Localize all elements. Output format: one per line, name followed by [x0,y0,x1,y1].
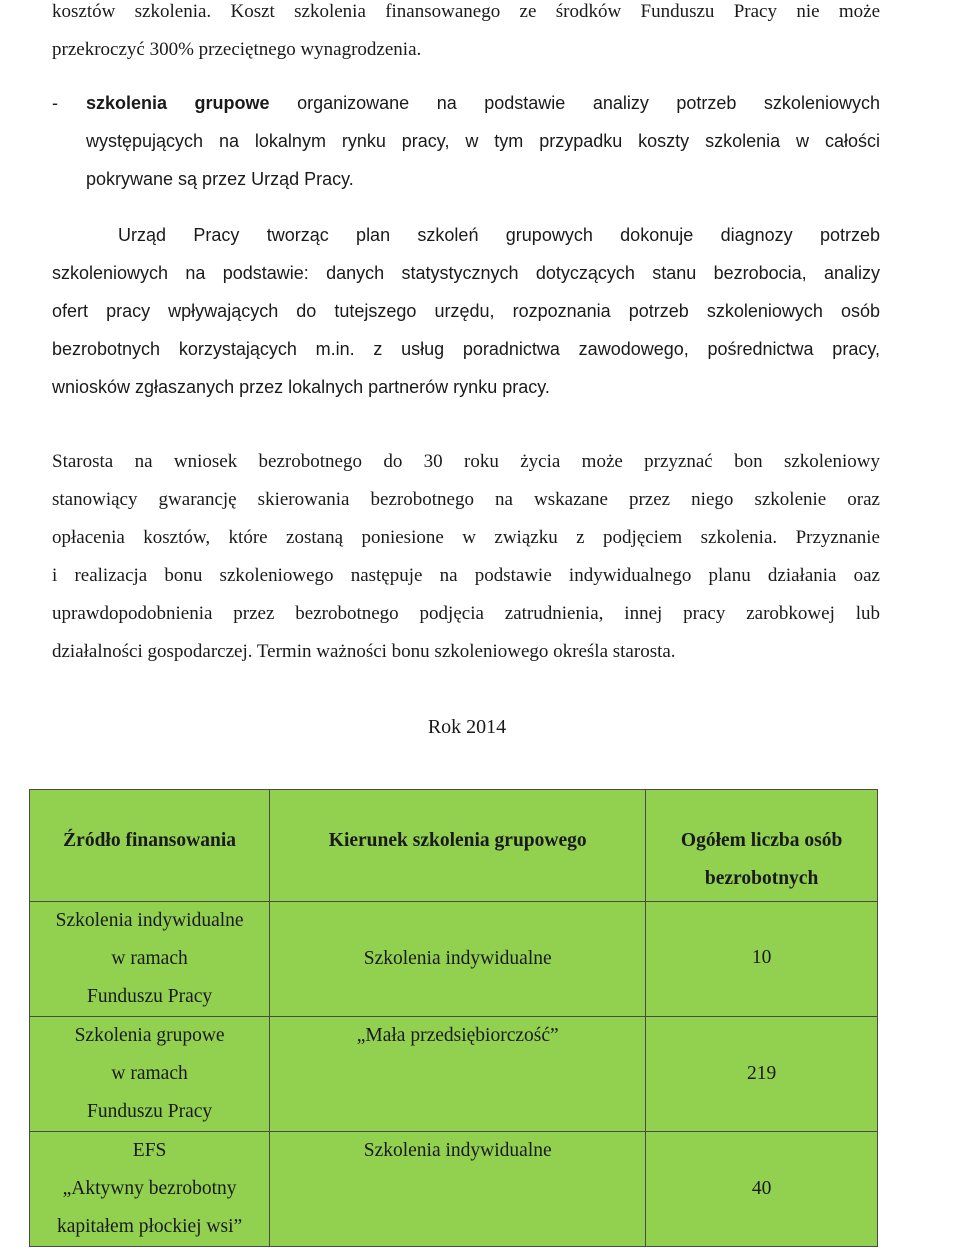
text-line: i realizacja bonu szkoleniowego następuje na podstawie indywidualnego planu działania oaz [52,565,880,586]
table-row [30,902,878,1017]
header-total [646,790,878,902]
financing-table [29,789,878,1247]
top-fragment-paragraph [52,0,880,69]
text-line: szkoleniowych na podstawie: danych statystycznych dotyczących stanu bezrobocia, analizy [52,263,880,283]
cell-line: Szkolenia indywidualne [55,910,244,931]
cell-source [30,902,270,1017]
cell-line: Szkolenia grupowe [74,1025,225,1046]
text-line: uprawdopodobnienia przez bezrobotnego podjęcia zatrudnienia, innej pracy zarobkowej lub [52,603,880,624]
cell-source [30,1017,270,1132]
text-line: kosztów szkolenia. Koszt szkolenia finansowanego ze środków Funduszu Pracy nie może [52,1,880,22]
header-direction: Kierunek szkolenia grupowego [270,790,646,902]
text-line: pokrywane są przez Urząd Pracy. [86,169,354,189]
bold-lead: szkolenia grupowe [86,93,270,113]
text-line [86,84,880,122]
cell-direction: Szkolenia indywidualne [270,902,646,1017]
cell-line: kapitałem płockiej wsi” [56,1216,243,1237]
text-line: wniosków zgłaszanych przez lokalnych partnerów rynku pracy. [52,377,550,397]
cell-total: 10 [646,902,878,1017]
table-row [30,1017,878,1132]
cell-line: „Aktywny bezrobotny [62,1178,237,1199]
text-line: Urząd Pracy tworząc plan szkoleń grupowych dokonuje diagnozy potrzeb [118,225,880,245]
header-total-line: bezrobotnych [704,868,819,889]
cell-total: 40 [646,1132,878,1247]
bullet-dash: - [52,93,58,113]
cell-line: w ramach [111,948,188,969]
cell-source [30,1132,270,1247]
training-voucher-paragraph [52,443,880,671]
table-row [30,1132,878,1247]
text-line: opłacenia kosztów, które zostaną poniesione w związku z podjęciem szkolenia. Przyznanie [52,527,880,548]
text-line: stanowiący gwarancję skierowania bezrobotnego na wskazane przez niego szkolenie oraz [52,489,880,510]
cell-line: EFS [132,1140,167,1161]
year-heading: Rok 2014 [427,716,507,738]
cell-line: w ramach [111,1063,188,1084]
cell-direction: Szkolenia indywidualne [270,1132,646,1247]
table-header-row [30,790,878,902]
bullet-body [86,84,880,198]
cell-line: Funduszu Pracy [87,986,213,1007]
cell-total: 219 [646,1017,878,1132]
text-line: bezrobotnych korzystających m.in. z usług poradnictwa zawodowego, pośrednictwa pracy, [52,339,880,359]
text-line: ofert pracy wpływających do tutejszego urzędu, rozpoznania potrzeb szkoleniowych osób [52,301,880,321]
cell-direction: „Mała przedsiębiorczość” [270,1017,646,1132]
cell-line: Funduszu Pracy [87,1101,213,1122]
text-line: przekroczyć 300% przeciętnego wynagrodzenia. [52,39,422,60]
text-line: działalności gospodarczej. Termin ważności bonu szkoleniowego określa starosta. [52,641,676,662]
text-line: Starosta na wniosek bezrobotnego do 30 roku życia może przyznać bon szkoleniowy [52,451,880,472]
text-span: organizowane na podstawie analizy potrzeb szkoleniowych [269,93,880,113]
header-source: Źródło finansowania [30,790,270,902]
header-total-line: Ogółem liczba osób [680,830,843,851]
training-plan-paragraph [52,216,880,406]
text-line: występujących na lokalnym rynku pracy, w tym przypadku koszty szkolenia w całości [86,131,880,151]
